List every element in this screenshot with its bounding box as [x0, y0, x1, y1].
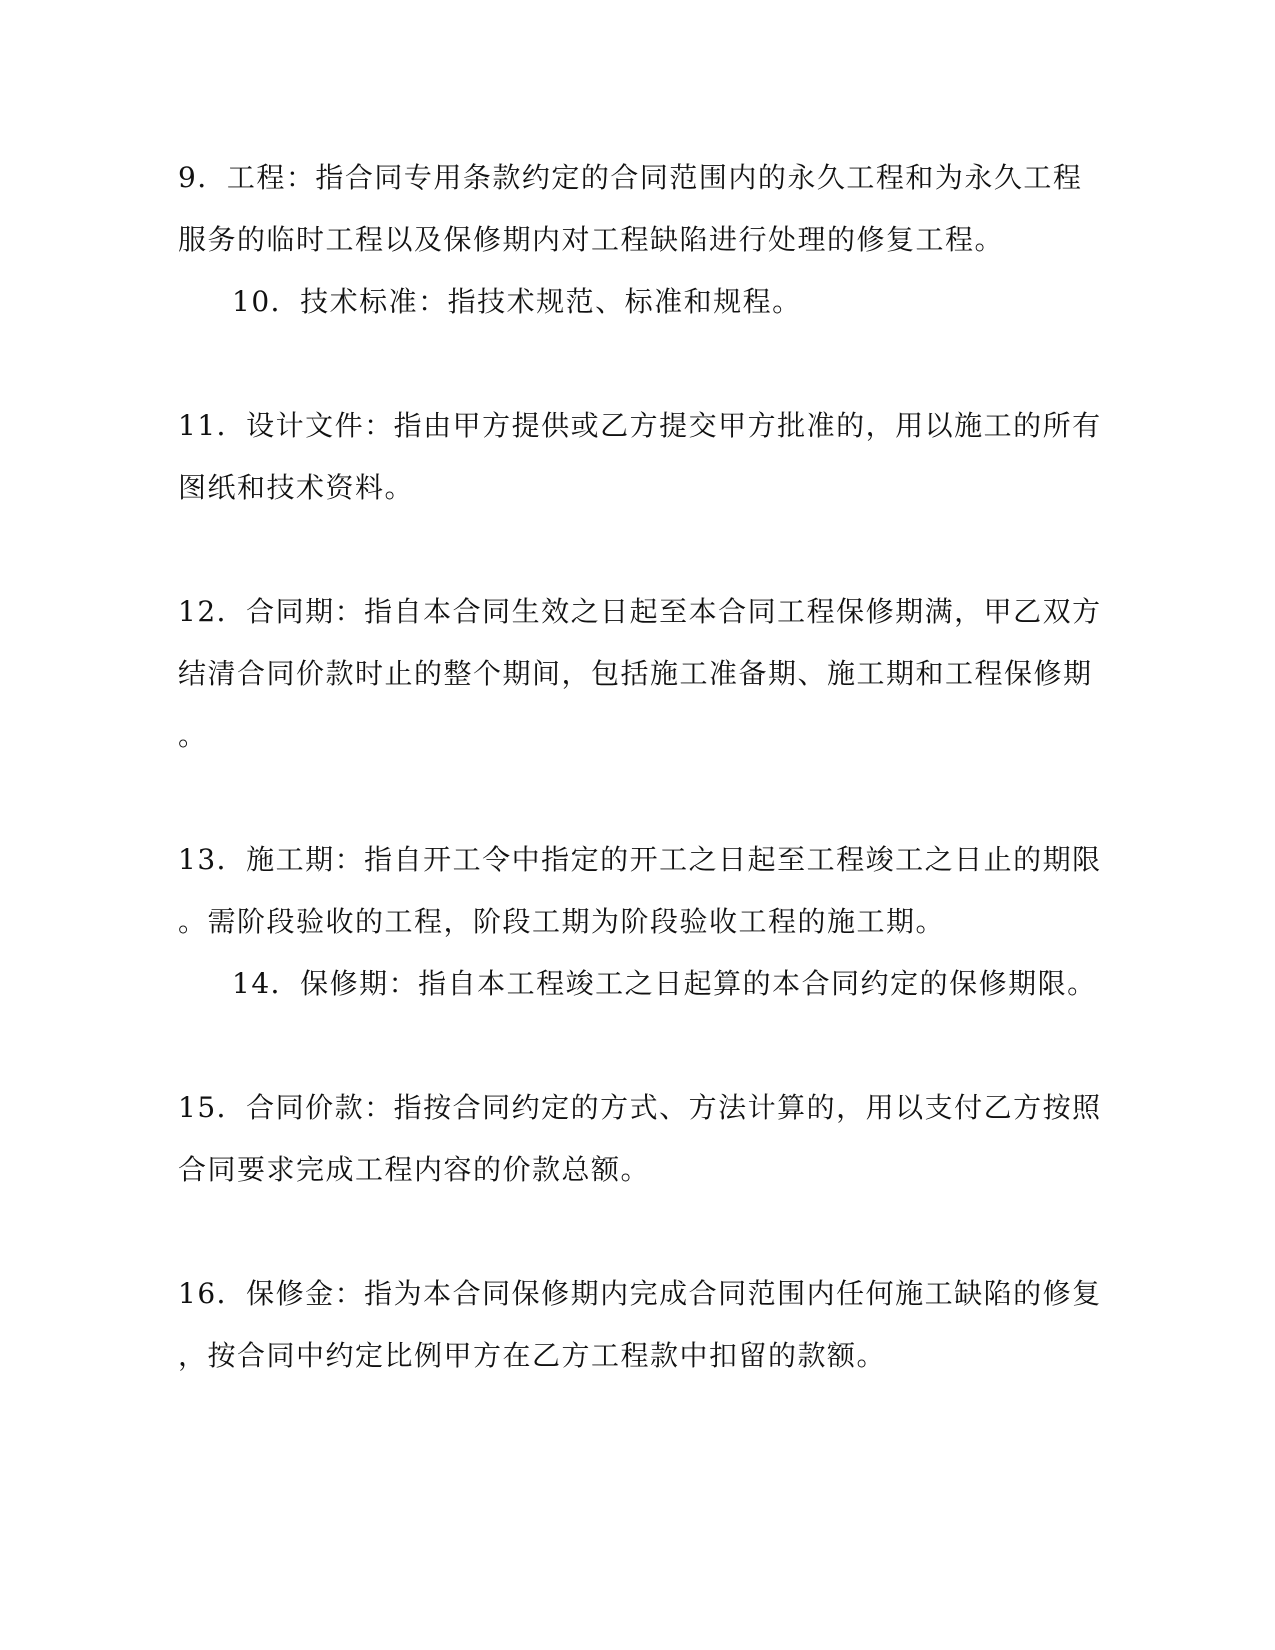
clause-15-line-2: 合同要求完成工程内容的价款总额。: [178, 1153, 651, 1186]
clause-11-line-2: 图纸和技术资料。: [178, 471, 415, 504]
clause-12-line-1: 12．合同期：指自本合同生效之日起至本合同工程保修期满，甲乙双方: [178, 595, 1102, 628]
clause-13-line-1: 13．施工期：指自开工令中指定的开工之日起至工程竣工之日止的期限: [178, 843, 1102, 876]
clause-11-line-1: 11．设计文件：指由甲方提供或乙方提交甲方批准的，用以施工的所有: [178, 409, 1102, 442]
clause-9-line-1: 9．工程：指合同专用条款约定的合同范围内的永久工程和为永久工程: [178, 161, 1083, 194]
clause-12-line-2: 结清合同价款时止的整个期间，包括施工准备期、施工期和工程保修期: [178, 657, 1093, 690]
clause-16-line-2: ，按合同中约定比例甲方在乙方工程款中扣留的款额。: [178, 1339, 887, 1372]
clause-10-line-1: 10．技术标准：指技术规范、标准和规程。: [232, 285, 802, 318]
clause-12-line-3: 。: [178, 719, 208, 752]
clause-15-line-1: 15．合同价款：指按合同约定的方式、方法计算的，用以支付乙方按照: [178, 1091, 1102, 1124]
clause-16-line-1: 16．保修金：指为本合同保修期内完成合同范围内任何施工缺陷的修复: [178, 1277, 1102, 1310]
clause-9-line-2: 服务的临时工程以及保修期内对工程缺陷进行处理的修复工程。: [178, 223, 1005, 256]
clause-14-line-1: 14．保修期：指自本工程竣工之日起算的本合同约定的保修期限。: [232, 967, 1097, 1000]
clause-13-line-2: 。需阶段验收的工程，阶段工期为阶段验收工程的施工期。: [178, 905, 946, 938]
